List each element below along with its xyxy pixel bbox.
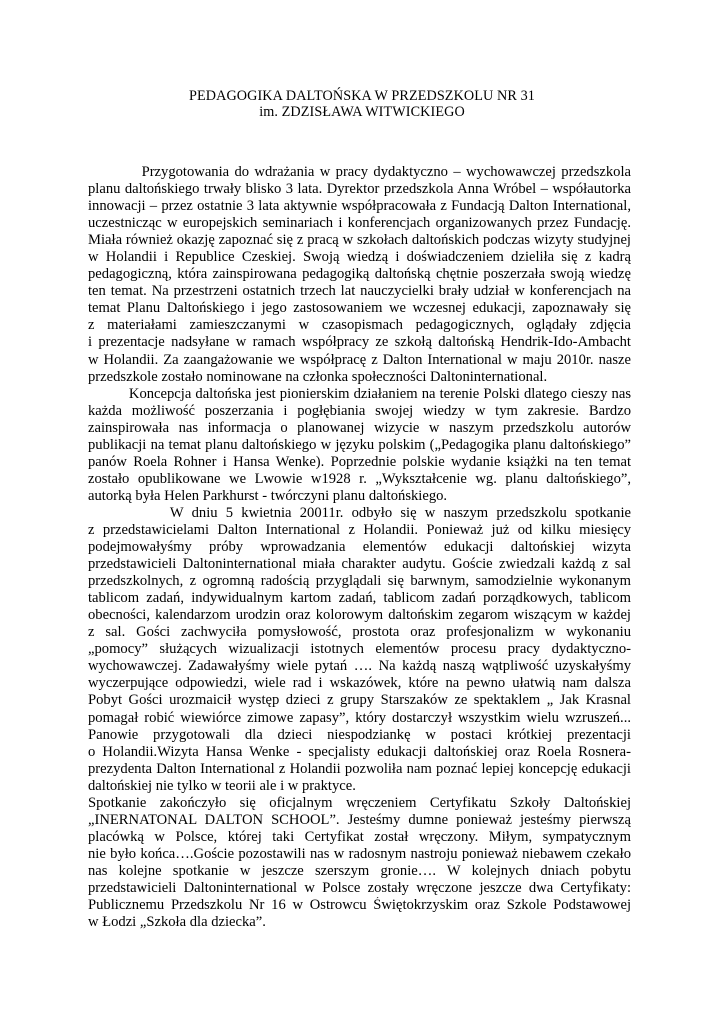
text-line: przedszkolnych, z ogromną radością przyglądali się barwnym, samodzielnie wykonanym — [88, 573, 631, 590]
text-line: o Holandii.Wizyta Hansa Wenke - specjalisty edukacji daltońskiej oraz Roela Rosnera- — [88, 743, 631, 760]
text-line: Publicznemu Przedszkolu Nr 16 w Ostrowcu Świętokrzyskim oraz Szkole Podstawowej — [88, 897, 631, 914]
text-line: wyczerpujące odpowiedzi, wiele rad i wskazówek, które na pewno ułatwią nam dalsza — [88, 675, 631, 692]
text-line: wychowawczej. Zadawałyśmy wiele pytań …. Na każdą naszą wątpliwość uzyskałyśmy — [88, 658, 631, 675]
text-line: publikacji na temat planu daltońskiego w języku polskim („Pedagogika planu daltońskiego” — [88, 436, 631, 453]
text-line: przedszkole zostało nominowane na członka społeczności Daltoninternational. — [88, 368, 548, 385]
text-line: pedagogiczną, która zainspirowana pedagogiką daltońską chętnie poszerzała swoją wiedzę — [88, 266, 631, 283]
text-line: zostało opublikowane we Lwowie w1928 r. „Wykształcenie wg. planu daltońskiego”, — [88, 470, 631, 487]
text-line: tablicom zadań, indywidualnym kartom zadań, tablicom zadań porządkowych, tablicom — [88, 590, 631, 607]
text-line: autorką była Helen Parkhurst - twórczyni planu daltońskiego. — [88, 487, 448, 504]
text-line: Przygotowania do wdrażania w pracy dydaktyczno – wychowawczej przedszkola — [88, 164, 631, 180]
text-line: nie było końca….Goście pozostawili nas w radosnym nastroju ponieważ niebawem czekało — [88, 845, 631, 862]
text-line: uczestnicząc w europejskich seminariach i konferencjach organizowanych przez Fundację. — [88, 215, 631, 232]
text-line: podejmowałyśmy próby wprowadzania elementów edukacji daltońskiej wizyta — [88, 539, 631, 556]
text-line: placówką w Polsce, której taki Certyfikat został wręczony. Miłym, sympatycznym — [88, 828, 631, 845]
text-line: zainspirowała nas informacja o planowanej wizycie w naszym przedszkolu autorów — [88, 419, 631, 436]
text-line: ten temat. Na przestrzeni ostatnich trzech lat nauczycielki brały udział w konferencjach na — [88, 283, 631, 300]
text-line: Panowie przygotowali dla dzieci niespodziankę w postaci krótkiej prezentacji — [88, 726, 631, 743]
text-line: z materiałami zamieszczanymi w czasopismach pedagogicznych, oglądały zdjęcia — [88, 317, 631, 334]
text-line: daltońskiej nie tylko w teorii ale i w praktyce. — [88, 777, 356, 794]
document-body — [88, 164, 631, 931]
text-line: obecności, kalendarzom urodzin oraz kolorowym daltońskim zegarom wiszącym w każdej — [88, 607, 631, 624]
text-line: temat Planu Daltońskiego i jego zastosowaniem we wczesnej edukacji, zapoznawały się — [88, 300, 631, 317]
text-line: panów Roela Rohner i Hansa Wenke). Poprzednie polskie wydanie książki na ten temat — [88, 453, 631, 470]
document-subtitle: im. ZDZISŁAWA WITWICKIEGO — [259, 104, 465, 120]
text-line: przedstawicieli Daltoninternational miała charakter audytu. Goście zwiedzali każdą z sal — [88, 556, 631, 573]
text-line: Miała również okazję zapoznać się z pracą w szkołach daltońskich podczas wizyty studyjnej — [88, 232, 631, 249]
document-title: PEDAGOGIKA DALTOŃSKA W PRZEDSZKOLU NR 31 — [189, 88, 535, 104]
text-line: z sal. Gości zachwyciła pomysłowość, prostota oraz profesjonalizm w wykonaniu — [88, 624, 631, 641]
text-line: nas kolejne spotkanie w jeszcze szerszym gronie…. W kolejnych dniach pobytu — [88, 862, 631, 879]
text-line: w Holandii. Za zaangażowanie we współpracę z Dalton International w maju 2010r. nasze — [88, 351, 631, 368]
text-line: i prezentacje nadsyłane w ramach współpracy ze szkołą daltońską Hendrik-Ido-Ambacht — [88, 334, 631, 351]
text-line: Pobyt Gości urozmaicił występ dzieci z grupy Starszaków ze spektaklem „ Jak Krasnal — [88, 692, 631, 709]
text-line: pomagał robić wiewiórce zimowe zapasy”, który dostarczył wszystkim wielu wzruszeń... — [88, 709, 631, 726]
text-line: w Łodzi „Szkoła dla dziecka”. — [88, 914, 266, 931]
text-line: prezydenta Dalton International z Holandii pozwoliła nam poznać lepiej koncepcję edukacji — [88, 760, 631, 777]
text-line: przedstawicieli Daltoninternational w Polsce zostały wręczone jeszcze dwa Certyfikaty: — [88, 879, 631, 896]
text-line: „pomocy” służących wizualizacji istotnych elementów procesu pracy dydaktyczno- — [88, 641, 631, 658]
text-line: Spotkanie zakończyło się oficjalnym wręczeniem Certyfikatu Szkoły Daltońskiej — [88, 794, 631, 811]
text-line: W dniu 5 kwietnia 20011r. odbyło się w naszym przedszkolu spotkanie — [88, 504, 631, 521]
text-line: Koncepcja daltońska jest pionierskim działaniem na terenie Polski dlatego cieszy nas — [88, 385, 631, 402]
text-line: każda możliwość poszerzania i pogłębiania swojej wiedzy w tym zakresie. Bardzo — [88, 402, 631, 419]
text-line: planu daltońskiego trwały blisko 3 lata. Dyrektor przedszkola Anna Wróbel – współautorka — [88, 181, 631, 198]
text-line: „INERNATONAL DALTON SCHOOL”. Jesteśmy dumne ponieważ jesteśmy pierwszą — [88, 811, 631, 828]
text-line: innowacji – przez ostatnie 3 lata aktywnie współpracowała z Fundacją Dalton International, — [88, 198, 631, 215]
text-line: z przedstawicielami Dalton International z Holandii. Ponieważ już od kilku miesięcy — [88, 521, 631, 538]
text-line: w Holandii i Republice Czeskiej. Swoją wiedzą i doświadczeniem dzieliła się z kadrą — [88, 249, 631, 266]
